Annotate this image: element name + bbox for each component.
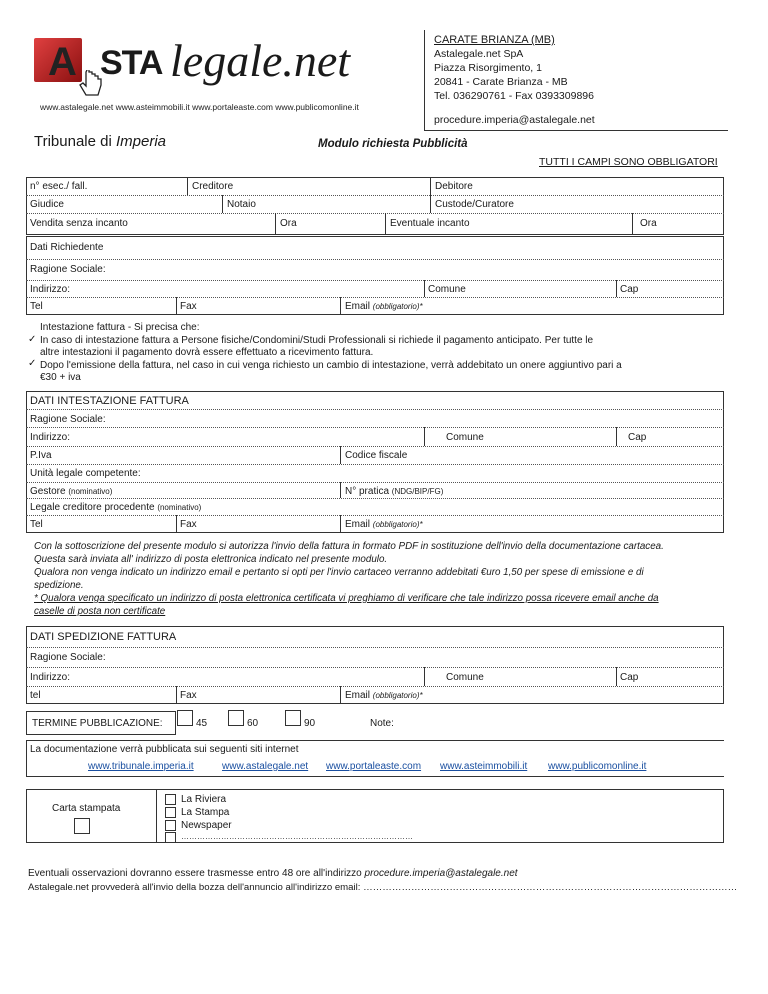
link-tribunale[interactable]: www.tribunale.imperia.it	[88, 761, 194, 772]
termine-label: TERMINE PUBBLICAZIONE:	[32, 718, 163, 729]
intestazione-pratica[interactable]: N° pratica (NDG/BIP/FG)	[345, 486, 444, 497]
fattura-note-b1-l1: In caso di intestazione fattura a Persone fisiche/Condomini/Studi Professionali si richiede il pagamento anticipato. Per tutte le	[40, 335, 594, 346]
int-sep-b	[616, 427, 617, 446]
office-border-bottom	[424, 130, 728, 131]
intestazione-cap[interactable]: Cap	[628, 432, 647, 443]
termine-note[interactable]: Note:	[370, 718, 394, 729]
page-title	[34, 133, 166, 150]
field-eventuale[interactable]: Eventuale incanto	[390, 218, 470, 229]
procedure-sep-b	[430, 177, 431, 213]
spedizione-email[interactable]: Email (obbligatorio)*	[345, 690, 423, 701]
termine-45-checkbox[interactable]	[177, 710, 193, 726]
option-newspaper-checkbox[interactable]	[165, 820, 176, 831]
option-newspaper-label: Newspaper	[181, 820, 232, 831]
richiedente-comune[interactable]: Comune	[428, 284, 466, 295]
privacy-l2: Questa sarà inviata all' indirizzo di posta elettronica indicato nel presente modulo.	[34, 554, 388, 565]
carta-sep	[156, 789, 157, 843]
field-esec[interactable]: n° esec./ fall.	[30, 181, 88, 192]
logo-sta: STA	[100, 44, 163, 82]
option-other-checkbox[interactable]	[165, 832, 176, 843]
intestazione-legale[interactable]: Legale creditore procedente (nominativo)	[30, 502, 202, 513]
procedure-sep-e	[385, 213, 386, 235]
spedizione-indirizzo[interactable]: Indirizzo:	[30, 672, 71, 683]
option-stampa-checkbox[interactable]	[165, 807, 176, 818]
intestazione-unita[interactable]: Unità legale competente:	[30, 468, 141, 479]
richiedente-sep-c	[176, 297, 177, 315]
procedure-divider-2	[26, 213, 724, 214]
procedure-sep-c	[222, 195, 223, 213]
intestazione-gestore[interactable]: Gestore (nominativo)	[30, 486, 113, 497]
field-notaio[interactable]: Notaio	[227, 199, 256, 210]
intestazione-heading: DATI INTESTAZIONE FATTURA	[30, 395, 189, 407]
procedure-sep-d	[275, 213, 276, 235]
termine-90-checkbox[interactable]	[285, 710, 301, 726]
richiedente-sep-d	[340, 297, 341, 315]
sped-div-3	[26, 686, 724, 687]
richiedente-tel[interactable]: Tel	[30, 301, 43, 312]
office-line-1: Astalegale.net SpA	[434, 48, 524, 60]
richiedente-div-2	[26, 280, 724, 281]
int-div-2	[26, 427, 724, 428]
fattura-note-b1-l2: altre intestazioni il pagamento dovrà essere effettuato a ricevimento fattura.	[40, 347, 374, 358]
siti-box-bottom	[26, 776, 724, 777]
privacy-l6: caselle di posta non certificate	[34, 606, 166, 617]
int-div-4	[26, 464, 724, 465]
fattura-note-intro: Intestazione fattura - Si precisa che:	[40, 322, 200, 333]
privacy-l1: Con la sottoscrizione del presente modulo si autorizza l'invio della fattura in formato PDF in sostituzione dell'invio della documentazione cartacea.	[34, 541, 664, 552]
spedizione-comune[interactable]: Comune	[446, 672, 484, 683]
modulo-title: Modulo richiesta Pubblicità	[318, 138, 468, 150]
field-ora-1[interactable]: Ora	[280, 218, 297, 229]
option-riviera-label: La Riviera	[181, 794, 227, 805]
link-astalegale[interactable]: www.astalegale.net	[222, 761, 309, 772]
link-publicomonline[interactable]: www.publicomonline.it	[548, 761, 647, 772]
option-stampa-label: La Stampa	[181, 807, 230, 818]
spedizione-cap[interactable]: Cap	[620, 672, 639, 683]
spedizione-heading: DATI SPEDIZIONE FATTURA	[30, 631, 177, 643]
termine-60-checkbox[interactable]	[228, 710, 244, 726]
intestazione-email[interactable]: Email (obbligatorio)*	[345, 519, 423, 530]
spedizione-ragione[interactable]: Ragione Sociale:	[30, 652, 106, 663]
link-portaleaste[interactable]: www.portaleaste.com	[326, 761, 422, 772]
procedure-sep-f	[632, 213, 633, 235]
option-other-blank[interactable]: ……………………………………………………………………………	[181, 832, 413, 841]
privacy-l5: * Qualora venga specificato un indirizzo di posta elettronica certificata vi preghiamo di verificare che tale indirizzo possa ricevere email anche da	[34, 593, 659, 604]
intestazione-tel[interactable]: Tel	[30, 519, 43, 530]
spedizione-tel[interactable]: tel	[30, 690, 41, 701]
richiedente-email[interactable]: Email (obbligatorio)*	[345, 301, 423, 312]
field-creditore[interactable]: Creditore	[192, 181, 234, 192]
logo	[34, 30, 394, 115]
mandatory-note: TUTTI I CAMPI SONO OBBLIGATORI	[539, 156, 718, 168]
int-sep-d	[340, 482, 341, 498]
check-mark-icon: ✓	[28, 334, 37, 345]
sped-sep-a	[424, 667, 425, 686]
carta-label: Carta stampata	[52, 803, 121, 814]
fattura-note-b2-l2: €30 + iva	[40, 372, 81, 383]
richiedente-div-1	[26, 259, 724, 260]
int-div-6	[26, 498, 724, 499]
int-sep-e	[176, 515, 177, 533]
int-sep-a	[424, 427, 425, 446]
intestazione-cf[interactable]: Codice fiscale	[345, 450, 408, 461]
field-custode[interactable]: Custode/Curatore	[435, 199, 514, 210]
int-sep-f	[340, 515, 341, 533]
option-riviera-checkbox[interactable]	[165, 794, 176, 805]
intestazione-piva[interactable]: P.Iva	[30, 450, 52, 461]
intestazione-ragione[interactable]: Ragione Sociale:	[30, 414, 106, 425]
field-debitore[interactable]: Debitore	[435, 181, 473, 192]
sped-div-2	[26, 667, 724, 668]
sped-div-1	[26, 647, 724, 648]
richiedente-ragione[interactable]: Ragione Sociale:	[30, 264, 106, 275]
fattura-note-b2-l1: Dopo l'emissione della fattura, nel caso in cui venga richiesto un cambio di intestazione, verrà addebitato un onere aggiuntivo pari a	[40, 360, 622, 371]
carta-checkbox[interactable]	[74, 818, 90, 834]
sped-sep-c	[176, 686, 177, 704]
office-email: procedure.imperia@astalegale.net	[434, 114, 595, 126]
richiedente-sep-b	[616, 280, 617, 297]
richiedente-div-3	[26, 297, 724, 298]
spedizione-fax[interactable]: Fax	[180, 690, 197, 701]
int-div-1	[26, 409, 724, 410]
logo-sites: www.astalegale.net www.asteimmobili.it www.portaleaste.com www.publicomonline.it	[40, 102, 359, 112]
privacy-l3: Qualora non venga indicato un indirizzo email e pertanto si opti per l'invio cartaceo verranno addebitati €uro 1,50 per spese di emissione e di	[34, 567, 644, 578]
procedure-divider-1	[26, 195, 724, 196]
office-line-2: Piazza Risorgimento, 1	[434, 62, 542, 74]
office-line-4: Tel. 036290761 - Fax 0393309896	[434, 90, 594, 102]
richiedente-heading: Dati Richiedente	[30, 242, 104, 253]
privacy-l4: spedizione.	[34, 580, 84, 591]
richiedente-cap[interactable]: Cap	[620, 284, 639, 295]
int-div-5	[26, 482, 724, 483]
office-line-3: 20841 - Carate Brianza - MB	[434, 76, 568, 88]
footer-line-2: Astalegale.net provvederà all'invio della bozza dell'annuncio all'indirizzo email: ………………………………………………………………………………………………………	[28, 882, 738, 893]
logo-letter-a: A	[48, 40, 77, 84]
footer-line-1: Eventuali osservazioni dovranno essere trasmesse entro 48 ore all'indirizzo procedure.imperia@astalegale.net	[28, 868, 518, 879]
field-giudice[interactable]: Giudice	[30, 199, 64, 210]
intestazione-indirizzo[interactable]: Indirizzo:	[30, 432, 71, 443]
sped-sep-b	[616, 667, 617, 686]
siti-box-top	[26, 740, 724, 741]
int-div-3	[26, 446, 724, 447]
richiedente-sep-a	[424, 280, 425, 297]
intestazione-fax[interactable]: Fax	[180, 519, 197, 530]
tribunale-city: Imperia	[116, 133, 167, 150]
procedure-sep-a	[187, 177, 188, 195]
richiedente-fax[interactable]: Fax	[180, 301, 197, 312]
termine-45-label: 45	[196, 718, 208, 729]
field-ora-2[interactable]: Ora	[640, 218, 657, 229]
link-asteimmobili[interactable]: www.asteimmobili.it	[440, 761, 528, 772]
termine-90-label: 90	[304, 718, 316, 729]
int-div-7	[26, 515, 724, 516]
int-sep-c	[340, 446, 341, 464]
tribunale-prefix: Tribunale di	[34, 133, 116, 150]
logo-legale: legale.net	[170, 35, 351, 86]
intestazione-comune[interactable]: Comune	[446, 432, 484, 443]
richiedente-indirizzo[interactable]: Indirizzo:	[30, 284, 71, 295]
office-title: CARATE BRIANZA (MB)	[434, 34, 555, 46]
field-vendita[interactable]: Vendita senza incanto	[30, 218, 128, 229]
procedure-box	[26, 177, 724, 235]
office-border-left	[424, 30, 425, 130]
siti-intro: La documentazione verrà pubblicata sui seguenti siti internet	[30, 744, 299, 755]
siti-box-left	[26, 740, 27, 776]
check-mark-icon: ✓	[28, 358, 37, 369]
termine-60-label: 60	[247, 718, 259, 729]
sped-sep-d	[340, 686, 341, 704]
